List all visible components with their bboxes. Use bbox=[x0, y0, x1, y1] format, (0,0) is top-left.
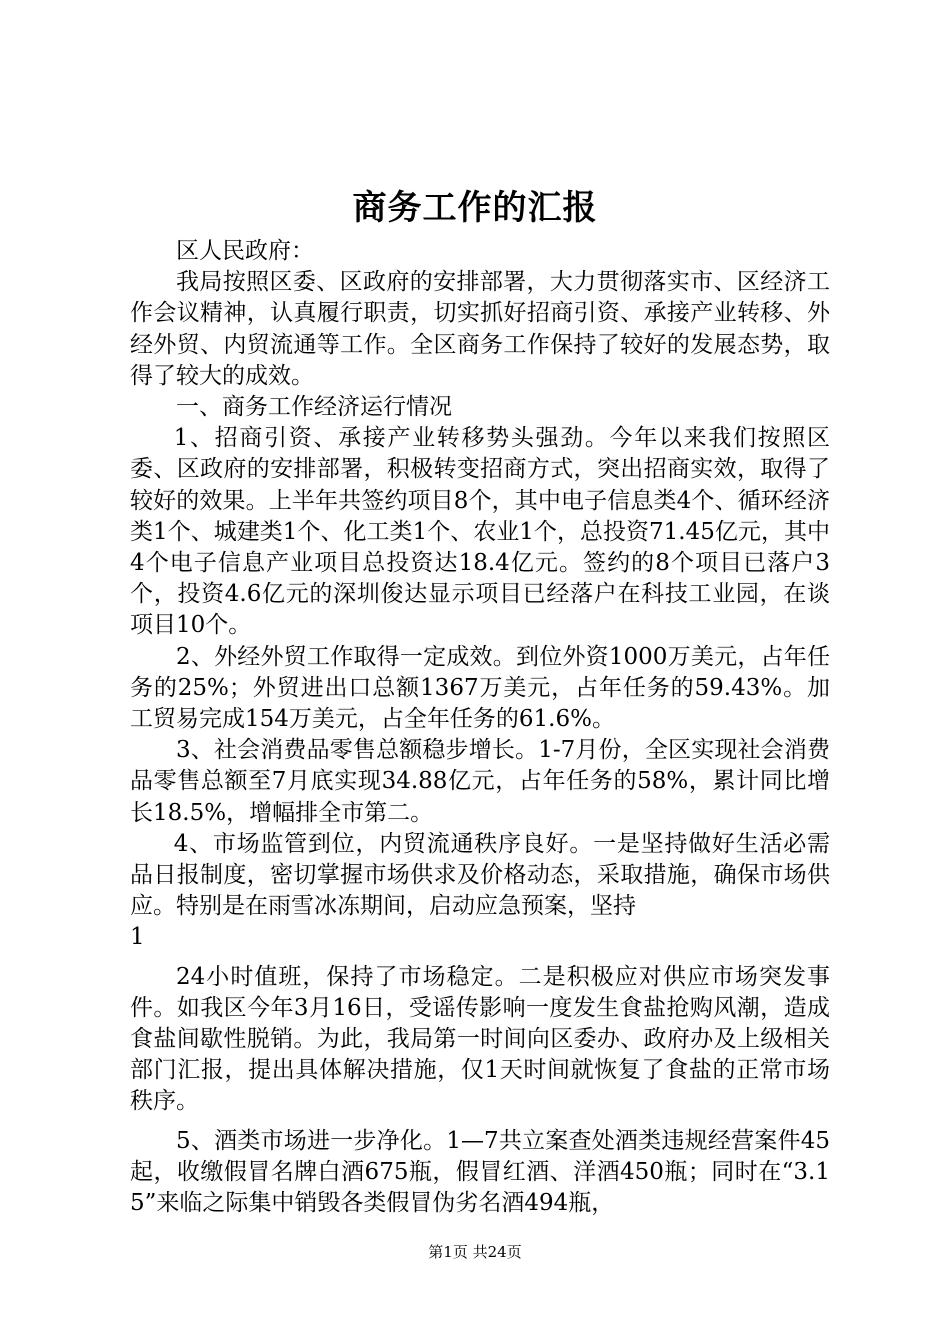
item-2-paragraph: 2、外经外贸工作取得一定成效。到位外资1000万美元，占年任务的25%；外贸进出口总额1367万美元，占年任务的59.43%。加工贸易完成154万美元，占全年任务的61.6%。 bbox=[130, 643, 830, 733]
page-footer: 第1页 共24页 bbox=[428, 1243, 522, 1261]
item-5-paragraph: 5、酒类市场进一步净化。1—7共立案查处酒类违规经营案件45起，收缴假冒名牌白酒675瓶，假冒红酒、洋酒450瓶；同时在“3.15”来临之际集中销毁各类假冒伪劣名酒494瓶， bbox=[130, 1127, 830, 1217]
section-heading: 一、商务工作经济运行情况 bbox=[176, 394, 452, 421]
document-title: 商务工作的汇报 bbox=[352, 188, 598, 228]
addressee-paragraph: 区人民政府： bbox=[176, 238, 314, 264]
item-4-continued-paragraph: 24小时值班，保持了市场稳定。二是积极应对供应市场突发事件。如我区今年3月16日，受谣传影响一度发生食盐抢购风潮，造成食盐间歇性脱销。为此，我局第一时间向区委办、政府办及上级相关部门汇报，提出具体解决措施，仅1天时间就恢复了食盐的正常市场秩序。 bbox=[130, 963, 830, 1115]
document-body bbox=[130, 236, 830, 1219]
item-4-paragraph: 4、市场监管到位，内贸流通秩序良好。一是坚持做好生活必需品日报制度，密切掌握市场供求及价格动态，采取措施，确保市场供应。特别是在雨雪冰冻期间，启动应急预案，坚持 bbox=[130, 830, 830, 920]
inline-page-marker: 1 bbox=[130, 924, 145, 951]
item-3-paragraph: 3、社会消费品零售总额稳步增长。1-7月份，全区实现社会消费品零售总额至7月底实现34.88亿元，占年任务的58%，累计同比增长18.5%，增幅排全市第二。 bbox=[130, 737, 830, 826]
item-1-paragraph: 1、招商引资、承接产业转移势头强劲。今年以来我们按照区委、区政府的安排部署，积极转变招商方式，突出招商实效，取得了较好的效果。上半年共签约项目8个，其中电子信息类4个、循环经济类1个、城建类1个、化工类1个、农业1个，总投资71.45亿元，其中4个电子信息产业项目总投资达18.4亿元。签约的8个项目已落户3个，投资4.6亿元的深圳俊达显示项目已经落户在科技工业园，在谈项目10个。 bbox=[130, 425, 830, 639]
intro-paragraph: 我局按照区委、区政府的安排部署，大力贯彻落实市、区经济工作会议精神，认真履行职责，切实抓好招商引资、承接产业转移、外经外贸、内贸流通等工作。全区商务工作保持了较好的发展态势，取得了较大的成效。 bbox=[130, 269, 830, 389]
